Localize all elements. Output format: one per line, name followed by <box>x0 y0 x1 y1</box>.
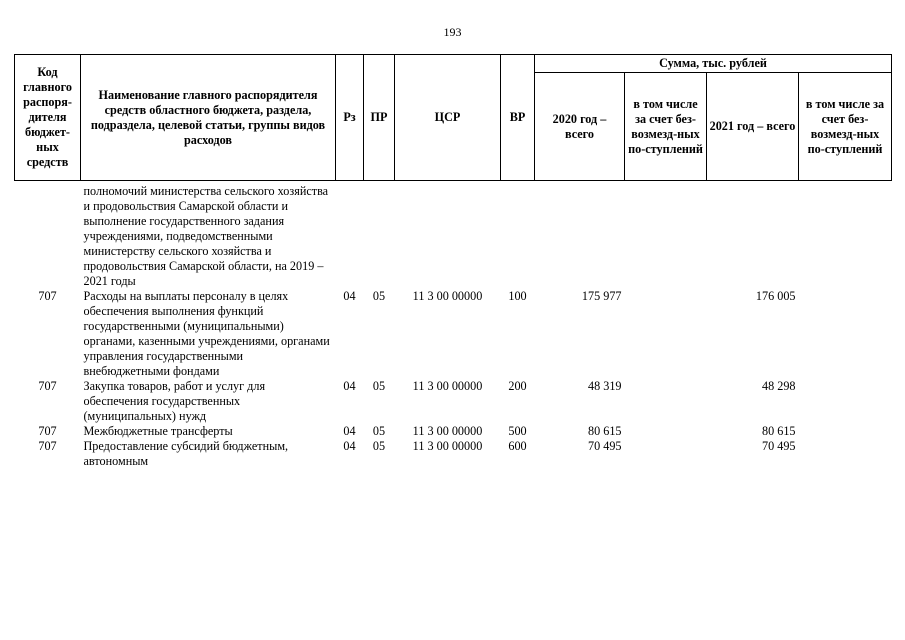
cell-2021-total <box>707 181 799 290</box>
header-pr: ПР <box>364 55 395 181</box>
header-name: Наименование главного распорядителя средств областного бюджета, раздела, подраздела, целевой статьи, группы видов расходов <box>81 55 336 181</box>
cell-rz <box>336 181 364 290</box>
header-sum: Сумма, тыс. рублей <box>535 55 892 73</box>
cell-2021-total: 176 005 <box>755 289 796 303</box>
cell-2020-free <box>625 379 707 424</box>
header-vr: ВР <box>501 55 535 181</box>
cell-name: полномочий министерства сельского хозяйства и продовольствия Самарской области и выполнение государственного задания учреждениями, подведомственными министерству сельского хозяйства и продовольствия Самарской области, на 2019 – 2021 годы <box>83 184 329 288</box>
cell-name: Межбюджетные трансферты <box>83 424 233 438</box>
cell-pr: 05 <box>372 379 386 393</box>
header-2021-free: в том числе за счет без-возмезд-ных по-ступлений <box>799 73 892 181</box>
cell-vr: 600 <box>508 439 527 453</box>
cell-code: 707 <box>38 289 57 303</box>
cell-name: Расходы на выплаты персоналу в целях обеспечения выполнения функций государственными (муниципальными) органами, казенными учреждениями, органами управления государственными внебюджетными фондами <box>83 289 330 378</box>
cell-2021-free <box>799 424 892 439</box>
cell-pr: 05 <box>372 439 386 453</box>
cell-2021-free <box>799 439 892 469</box>
cell-2020-total <box>535 181 625 290</box>
cell-csr: 11 3 00 00000 <box>412 289 483 303</box>
cell-2021-total: 70 495 <box>761 439 796 453</box>
cell-name: Предоставление субсидий бюджетным, автономным <box>83 439 289 468</box>
header-code: Код главного распоря-дителя бюджет-ных средств <box>15 55 81 181</box>
cell-vr <box>501 181 535 290</box>
header-2020-total: 2020 год – всего <box>535 73 625 181</box>
cell-code: 707 <box>38 379 57 393</box>
cell-2021-free <box>799 289 892 379</box>
cell-2021-free <box>799 379 892 424</box>
cell-rz: 04 <box>343 379 356 393</box>
table-row <box>15 379 892 424</box>
cell-2021-total: 80 615 <box>761 424 796 438</box>
cell-pr: 05 <box>372 289 386 303</box>
table-row <box>15 424 892 439</box>
cell-2020-total: 70 495 <box>587 439 622 453</box>
cell-vr: 500 <box>508 424 527 438</box>
cell-name: Закупка товаров, работ и услуг для обеспечения государственных (муниципальных) нужд <box>83 379 266 423</box>
cell-2020-total: 175 977 <box>581 289 622 303</box>
table-row <box>15 289 892 379</box>
cell-2020-total: 48 319 <box>587 379 622 393</box>
cell-2020-free <box>625 289 707 379</box>
header-2020-free: в том числе за счет без-возмезд-ных по-ступлений <box>625 73 707 181</box>
cell-vr: 100 <box>508 289 527 303</box>
cell-pr: 05 <box>372 424 386 438</box>
header-2021-total: 2021 год – всего <box>707 73 799 181</box>
cell-csr <box>395 181 501 290</box>
cell-csr: 11 3 00 00000 <box>412 439 483 453</box>
cell-rz: 04 <box>343 439 356 453</box>
cell-2020-free <box>625 181 707 290</box>
cell-rz: 04 <box>343 289 356 303</box>
cell-code: 707 <box>38 424 57 438</box>
cell-csr: 11 3 00 00000 <box>412 424 483 438</box>
header-rz: Рз <box>336 55 364 181</box>
page-number: 193 <box>443 25 462 39</box>
cell-code <box>15 181 81 290</box>
cell-csr: 11 3 00 00000 <box>412 379 483 393</box>
cell-2020-total: 80 615 <box>587 424 622 438</box>
cell-rz: 04 <box>343 424 356 438</box>
cell-2020-free <box>625 439 707 469</box>
header-csr: ЦСР <box>395 55 501 181</box>
table-row <box>15 181 892 290</box>
cell-2020-free <box>625 424 707 439</box>
budget-table <box>14 54 892 469</box>
cell-code: 707 <box>38 439 57 453</box>
cell-vr: 200 <box>508 379 527 393</box>
table-row <box>15 439 892 469</box>
cell-2021-free <box>799 181 892 290</box>
cell-pr <box>364 181 395 290</box>
cell-2021-total: 48 298 <box>761 379 796 393</box>
